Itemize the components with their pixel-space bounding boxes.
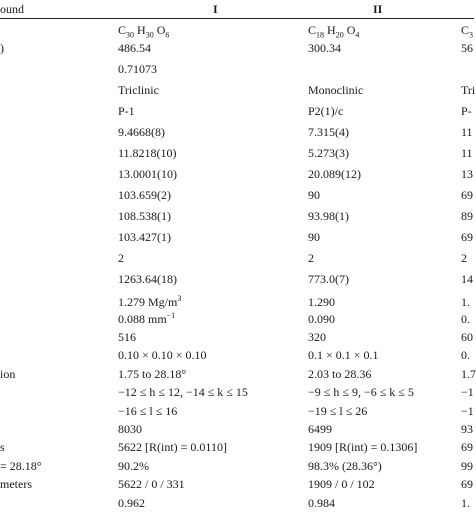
formula-i: $C_{30}$ $H_{30}$ $O_6$ [118, 23, 170, 40]
density-i: 1.279 $Mg/m^3$ [118, 294, 182, 309]
cell-compound-i: 8030 [118, 422, 142, 436]
cell-compound-iii: 99 [461, 458, 473, 473]
cell-compound-iii: −1 [461, 385, 474, 400]
cell-compound-ii: 2.03 to 28.36 [308, 366, 372, 381]
table-row [0, 166, 474, 183]
cell-compound-ii: 20.089(12) [308, 167, 361, 181]
cell-compound-i: 2 [118, 251, 124, 265]
table-row [0, 476, 474, 493]
cell-compound-ii: 320 [308, 330, 326, 344]
cell-compound-ii: −9 ≤ h ≤ 9, −6 ≤ k ≤ 5 [308, 385, 414, 400]
row-label: s [0, 440, 5, 455]
cell-compound-ii: Monoclinic [308, 83, 364, 97]
table-row [0, 250, 474, 267]
cell-compound-ii: 90 [308, 230, 320, 244]
cell-compound-i: −12 ≤ h ≤ 12, −14 ≤ k ≤ 15 [118, 385, 248, 400]
cell-compound-iii: 11 [461, 125, 473, 139]
cell-compound-iii: 93 [461, 422, 473, 436]
cell-compound-i: 9.4668(8) [118, 125, 165, 139]
cell-compound-iii: 2 [461, 251, 467, 265]
row-label: ) [0, 41, 4, 55]
cell-compound-iii: 89 [461, 209, 473, 223]
absorption-i: 0.088 $mm^{-1}$ [118, 311, 176, 326]
cell-compound-ii: 7.315(4) [308, 125, 349, 139]
absorption-iii: 0. [461, 312, 470, 326]
table-row [0, 421, 474, 438]
cell-compound-iii: 60 [461, 330, 473, 344]
cell-compound-i: 103.659(2) [118, 188, 171, 202]
density-iii: 1. [461, 295, 470, 309]
table-row [0, 208, 474, 225]
cell-compound-i: 516 [118, 330, 136, 344]
formula-iii: $C_3$ [461, 23, 474, 40]
cell-compound-iii: 14 [461, 272, 473, 286]
table-row [0, 366, 474, 383]
cell-compound-i: 11.8218(10) [118, 146, 177, 160]
cell-compound-i: 13.0001(10) [118, 167, 177, 181]
cell-compound-iii: 0. [461, 348, 470, 363]
cell-compound-ii: 0.984 [308, 495, 335, 510]
cell-compound-i: Triclinic [118, 83, 159, 97]
cell-compound-iii: Tri [461, 83, 476, 97]
table-row [0, 229, 474, 246]
table-row [0, 439, 474, 456]
table-row [0, 271, 474, 288]
column-header-label: ound [0, 2, 24, 16]
cell-compound-i: 0.10 × 0.10 × 0.10 [118, 348, 207, 363]
cell-compound-i: 108.538(1) [118, 209, 171, 223]
cell-compound-i: 5622 / 0 / 331 [118, 477, 185, 492]
cell-compound-ii: 2 [308, 251, 314, 265]
cell-compound-iii: 11 [461, 146, 473, 160]
cell-compound-i: 0.962 [118, 495, 145, 510]
cell-compound-i: 5622 [R(int) = 0.0110] [118, 440, 227, 455]
cell-compound-i: 1.75 to 28.18° [118, 366, 187, 381]
row-label: ion [0, 366, 16, 381]
cell-compound-iii: 13 [461, 167, 473, 181]
table-row [0, 40, 474, 57]
table-row-formula [0, 22, 474, 39]
table-row [0, 458, 474, 475]
table-row [0, 187, 474, 204]
cell-compound-ii: 5.273(3) [308, 146, 349, 160]
table-row [0, 103, 474, 120]
table-row [0, 82, 474, 99]
cell-compound-i: P-1 [118, 104, 135, 118]
table-row [0, 145, 474, 162]
cell-compound-i: 103.427(1) [118, 230, 171, 244]
table-row [0, 347, 474, 364]
cell-compound-i: 0.71073 [118, 62, 157, 76]
cell-compound-ii: 98.3% (28.36°) [308, 458, 382, 473]
column-header-compound-ii: II [373, 2, 383, 16]
table-row [0, 403, 474, 420]
table-row [0, 61, 474, 78]
density-ii: 1.290 [308, 295, 335, 309]
cell-compound-iii: 69 [461, 477, 473, 492]
cell-compound-iii: 69 [461, 188, 473, 202]
cell-compound-i: 486.54 [118, 41, 151, 55]
table-row-absorption [0, 311, 474, 328]
cell-compound-iii: −1 [461, 403, 474, 418]
cell-compound-ii: 6499 [308, 422, 332, 436]
cell-compound-ii: 93.98(1) [308, 209, 349, 223]
table-row [0, 495, 474, 512]
header-rule [0, 18, 474, 19]
cell-compound-iii: 69 [461, 230, 473, 244]
table-row [0, 384, 474, 401]
table-row [0, 329, 474, 346]
cell-compound-iii: 56 [461, 41, 473, 55]
cell-compound-ii: 773.0(7) [308, 272, 349, 286]
cell-compound-ii: 1909 / 0 / 102 [308, 477, 375, 492]
cell-compound-i: −16 ≤ l ≤ 16 [118, 403, 178, 418]
row-label: = 28.18° [0, 458, 42, 473]
table-row-density [0, 294, 474, 311]
cell-compound-ii: P2(1)/c [308, 104, 344, 118]
cell-compound-iii: P- [461, 104, 472, 118]
cell-compound-i: 90.2% [118, 458, 149, 473]
table-row [0, 124, 474, 141]
cell-compound-ii: 300.34 [308, 41, 341, 55]
cell-compound-i: 1263.64(18) [118, 272, 177, 286]
row-label: meters [0, 477, 32, 492]
cell-compound-iii: 69 [461, 440, 473, 455]
cell-compound-iii: 1.7 [461, 366, 476, 381]
cell-compound-ii: 1909 [R(int) = 0.1306] [308, 440, 418, 455]
absorption-ii: 0.090 [308, 312, 335, 326]
cell-compound-ii: 0.1 × 0.1 × 0.1 [308, 348, 379, 363]
cell-compound-ii: −19 ≤ l ≤ 26 [308, 403, 368, 418]
cell-compound-iii: 1. [461, 495, 470, 510]
column-header-compound-i: I [213, 2, 218, 16]
formula-ii: $C_{18}$ $H_{20}$ $O_4$ [308, 23, 360, 40]
cell-compound-ii: 90 [308, 188, 320, 202]
